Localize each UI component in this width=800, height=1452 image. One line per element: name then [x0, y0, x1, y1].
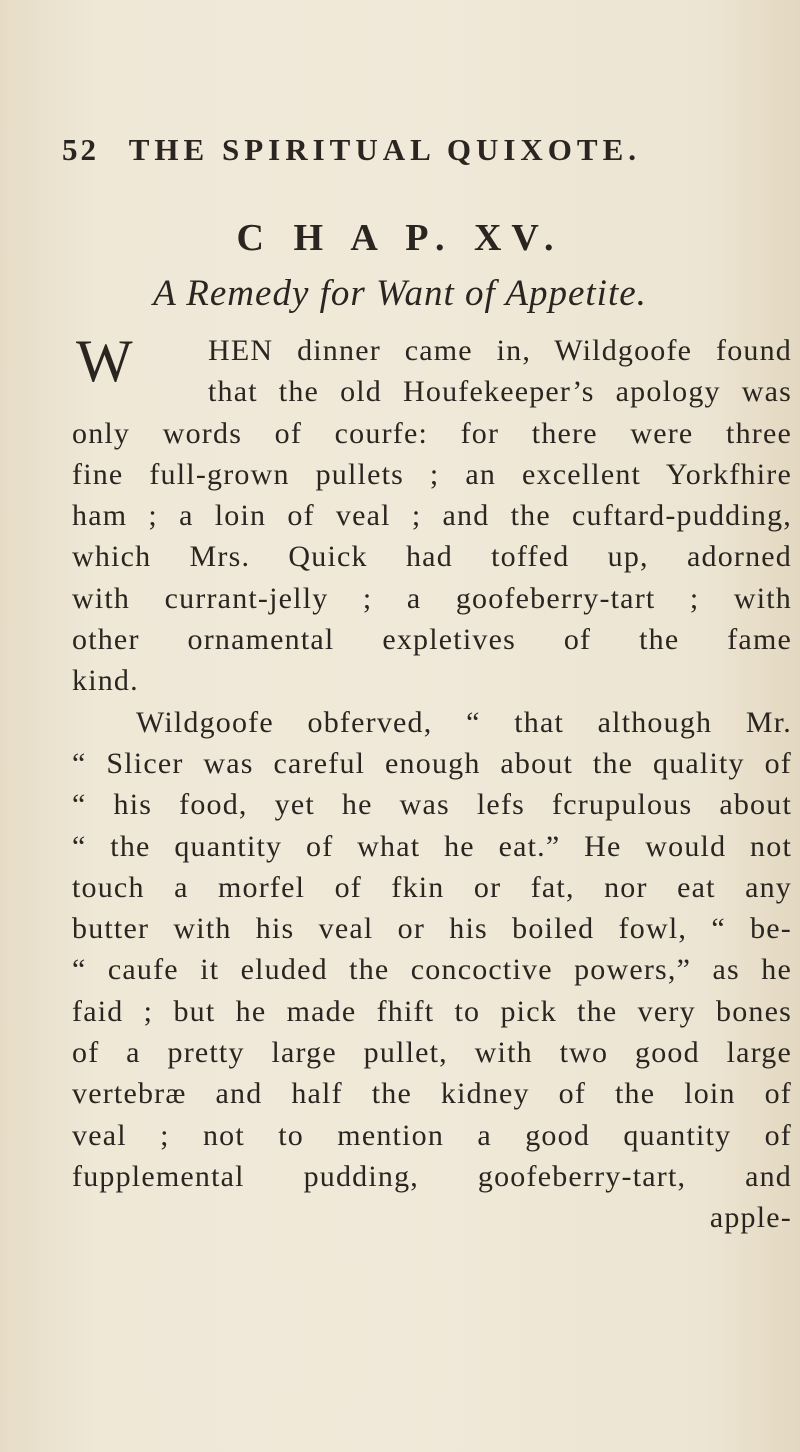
text-line: butter with his veal or his boiled fowl, “ be- — [72, 912, 792, 946]
text-line: touch a morfel of fkin or fat, nor eat any — [72, 870, 792, 904]
running-title: THE SPIRITUAL QUIXOTE. — [128, 132, 641, 167]
text-line: of a pretty large pullet, with two good large — [72, 1036, 792, 1070]
text-line: with currant-jelly ; a goofeberry-tart ; with — [72, 581, 792, 615]
drop-cap: W — [76, 328, 133, 394]
body-text — [72, 330, 792, 1239]
text-line: vertebræ and half the kidney of the loin of — [72, 1077, 792, 1111]
text-line: only words of courfe: for there were three — [72, 416, 792, 450]
text-line: that the old Houfekeeper’s apology was — [208, 375, 792, 409]
text-line: fupplemental pudding, goofeberry-tart, and — [72, 1159, 792, 1193]
chapter-title: A Remedy for Want of Appetite. — [153, 273, 647, 314]
text-line: “ his food, yet he was lefs fcrupulous about — [72, 788, 792, 822]
text-line: “ caufe it eluded the concoctive powers,” as he — [72, 953, 792, 987]
text-line: Wildgoofe obferved, “ that although Mr. — [136, 705, 792, 739]
text-line: kind. — [72, 664, 139, 698]
text-line: other ornamental expletives of the fame — [72, 623, 792, 657]
text-line: “ Slicer was careful enough about the quality of — [72, 746, 792, 780]
text-line: HEN dinner came in, Wildgoofe found — [208, 334, 792, 367]
chapter-number: C H A P. XV. — [236, 217, 564, 259]
text-line: ham ; a loin of veal ; and the cuftard-pudding, — [72, 499, 792, 533]
text-line: fine full-grown pullets ; an excellent Yorkfhire — [72, 457, 792, 491]
text-line: “ the quantity of what he eat.” He would not — [72, 829, 792, 863]
text-line: veal ; not to mention a good quantity of — [72, 1118, 792, 1152]
catchword: apple- — [709, 1201, 792, 1235]
text-line: faid ; but he made fhift to pick the very bones — [72, 994, 792, 1028]
page-number: 52 — [62, 132, 99, 167]
text-line: which Mrs. Quick had toffed up, adorned — [72, 540, 792, 574]
running-head — [62, 132, 762, 182]
